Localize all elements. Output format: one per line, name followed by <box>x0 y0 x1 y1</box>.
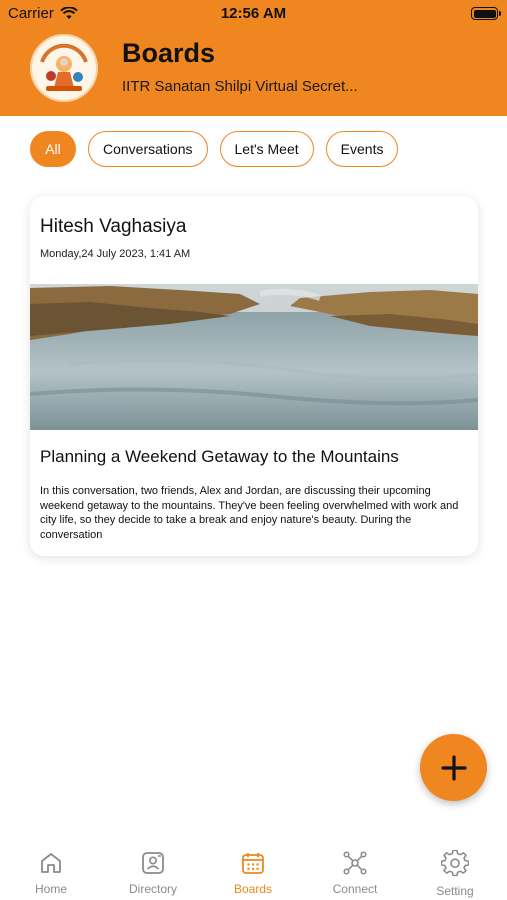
tab-setting-label: Setting <box>436 884 474 898</box>
app-header <box>0 0 507 116</box>
filter-chip-events[interactable]: Events <box>326 131 399 167</box>
tab-directory[interactable] <box>113 850 193 896</box>
home-icon <box>38 850 64 876</box>
carrier-label: Carrier <box>8 5 54 22</box>
clock: 12:56 AM <box>220 5 287 22</box>
post-body: In this conversation, two friends, Alex and Jordan, are discussing their upcoming weekend getaway to the mountains. They've been feeling overwhelmed with work and city life, so they decide to take a break and enjoy nature's beauty. During the conversation <box>40 485 459 541</box>
tab-setting[interactable] <box>415 850 495 898</box>
organization-name: IITR Sanatan Shilpi Virtual Secret... <box>122 78 358 95</box>
gear-icon <box>441 850 469 878</box>
tab-home-label: Home <box>34 882 67 896</box>
network-icon <box>342 850 368 876</box>
filter-chip-lets-meet[interactable]: Let's Meet <box>220 131 314 167</box>
calendar-icon <box>240 850 266 876</box>
tab-directory-label: Directory <box>128 882 177 896</box>
tab-connect[interactable] <box>315 850 395 896</box>
filter-chip-all[interactable]: All <box>30 131 76 167</box>
filter-chips <box>30 131 398 167</box>
tab-connect-label: Connect <box>332 882 378 896</box>
battery-icon <box>471 7 498 20</box>
add-post-button[interactable] <box>420 734 487 801</box>
plus-icon <box>440 754 468 782</box>
tab-boards[interactable] <box>213 850 293 896</box>
tab-home[interactable] <box>11 850 91 896</box>
filter-chip-conversations[interactable]: Conversations <box>88 131 208 167</box>
board-post-card[interactable] <box>30 196 478 556</box>
post-title: Planning a Weekend Getaway to the Mountains <box>40 447 399 466</box>
organization-logo-icon <box>30 34 98 102</box>
bottom-tab-bar <box>0 838 507 900</box>
post-author: Hitesh Vaghasiya <box>40 216 187 237</box>
status-bar <box>0 0 507 28</box>
tab-boards-label: Boards <box>233 882 273 896</box>
post-date: Monday,24 July 2023, 1:41 AM <box>40 248 191 260</box>
mountain-lake-photo <box>30 284 478 430</box>
page-title: Boards <box>122 38 216 68</box>
directory-icon <box>140 850 166 876</box>
